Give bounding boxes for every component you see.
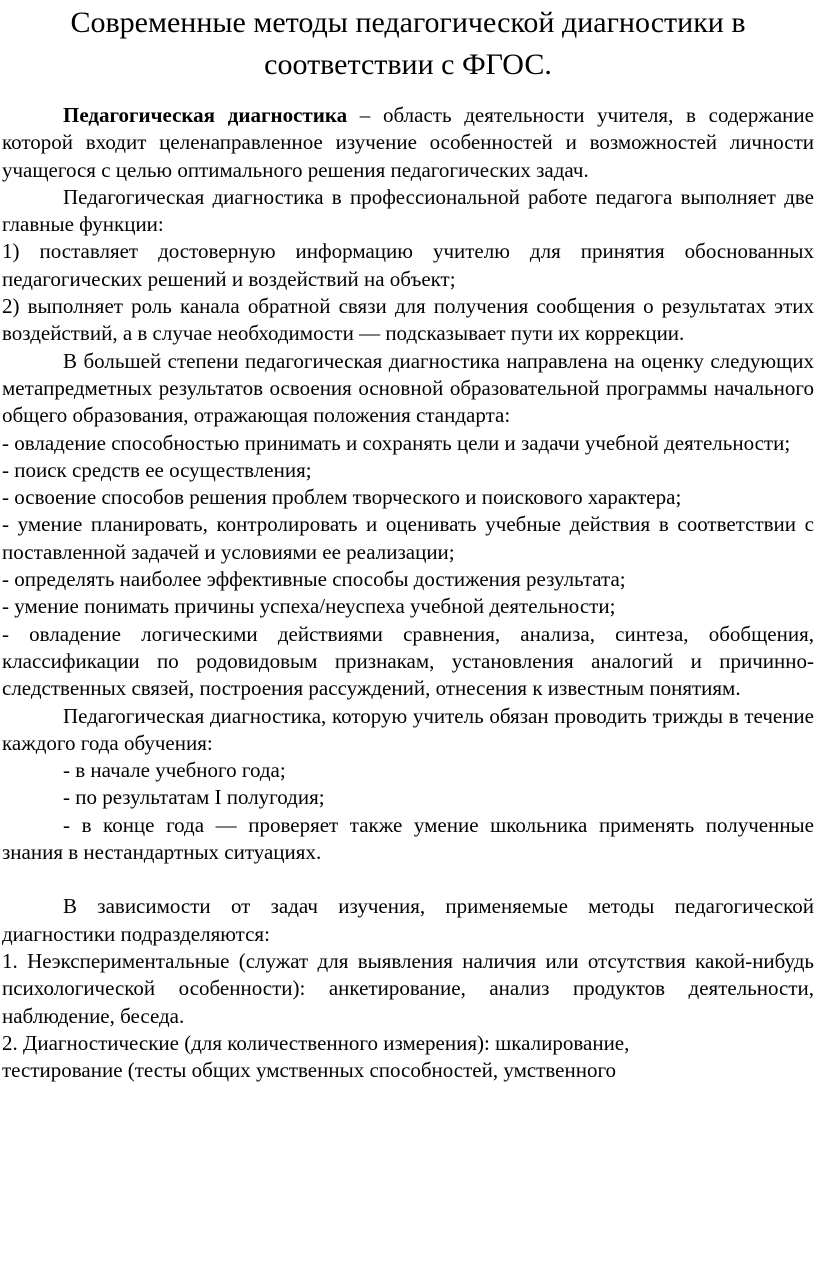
paragraph-frequency-intro: Педагогическая диагностика, которую учитель обязан проводить трижды в течение каждого года обучения: bbox=[2, 703, 814, 755]
document-body bbox=[2, 102, 814, 1084]
list-item: - освоение способов решения проблем творческого и поискового характера; bbox=[2, 485, 682, 510]
list-item: - умение понимать причины успеха/неуспеха учебной деятельности; bbox=[2, 594, 616, 619]
paragraph-definition bbox=[2, 102, 814, 184]
method-item-2-line-2: тестирование (тесты общих умственных способностей, умственного bbox=[2, 1058, 617, 1083]
bold-term: Педагогическая диагностика bbox=[63, 103, 348, 127]
list-item: - поиск средств ее осуществления; bbox=[2, 457, 312, 482]
list-item: - умение планировать, контролировать и оценивать учебные действия в соответствии с поставленной задачей и условиями ее реализации; bbox=[2, 512, 814, 564]
title-line-1: Современные методы педагогической диагностики в bbox=[70, 6, 746, 39]
list-item: - овладение способностью принимать и сохранять цели и задачи учебной деятельности; bbox=[2, 430, 791, 455]
list-item: - по результатам I полугодия; bbox=[63, 785, 325, 810]
title-line-2: соответствии с ФГОС. bbox=[264, 48, 552, 81]
function-item-2: 2) выполняет роль канала обратной связи для получения сообщения о результатах этих воздействий, а в случае необходимости — подсказывает пути их коррекции. bbox=[2, 294, 814, 346]
method-item-2-line-1: 2. Диагностические (для количественного измерения): шкалирование, bbox=[2, 1030, 630, 1055]
method-item-1: 1. Неэкспериментальные (служат для выявления наличия или отсутствия какой-нибудь психологической особенности): анкетирование, анализ продуктов деятельности, наблюдение, беседа. bbox=[2, 948, 814, 1028]
list-item: - в конце года — проверяет также умение школьника применять полученные знания в нестандартных ситуациях. bbox=[2, 812, 814, 865]
list-item: - овладение логическими действиями сравнения, анализа, синтеза, обобщения, классификации по родовидовым признакам, установления аналогий и причинно-следственных связей, построения рассуждений, отнесения к известным понятиям. bbox=[2, 621, 814, 701]
paragraph-results-intro: В большей степени педагогическая диагностика направлена на оценку следующих метапредметных результатов освоения основной образовательной программы начального общего образования, отражающая положения стандарта: bbox=[2, 348, 814, 428]
definition-text: – область деятельности учителя, в содержание которой входит целенаправленное изучение особенностей и возможностей личности учащегося с целью оптимального решения педагогических задач. bbox=[2, 103, 814, 182]
function-item-1: 1) поставляет достоверную информацию учителю для принятия обоснованных педагогических решений и воздействий на объект; bbox=[2, 239, 814, 291]
list-item: - определять наиболее эффективные способы достижения результата; bbox=[2, 567, 626, 592]
blank-line bbox=[2, 866, 814, 893]
list-item: - в начале учебного года; bbox=[63, 758, 286, 783]
paragraph-functions-intro: Педагогическая диагностика в профессиональной работе педагога выполняет две главные функции: bbox=[2, 184, 814, 237]
paragraph-methods-intro: В зависимости от задач изучения, применяемые методы педагогической диагностики подразделяются: bbox=[2, 894, 814, 946]
page-title bbox=[2, 0, 814, 86]
